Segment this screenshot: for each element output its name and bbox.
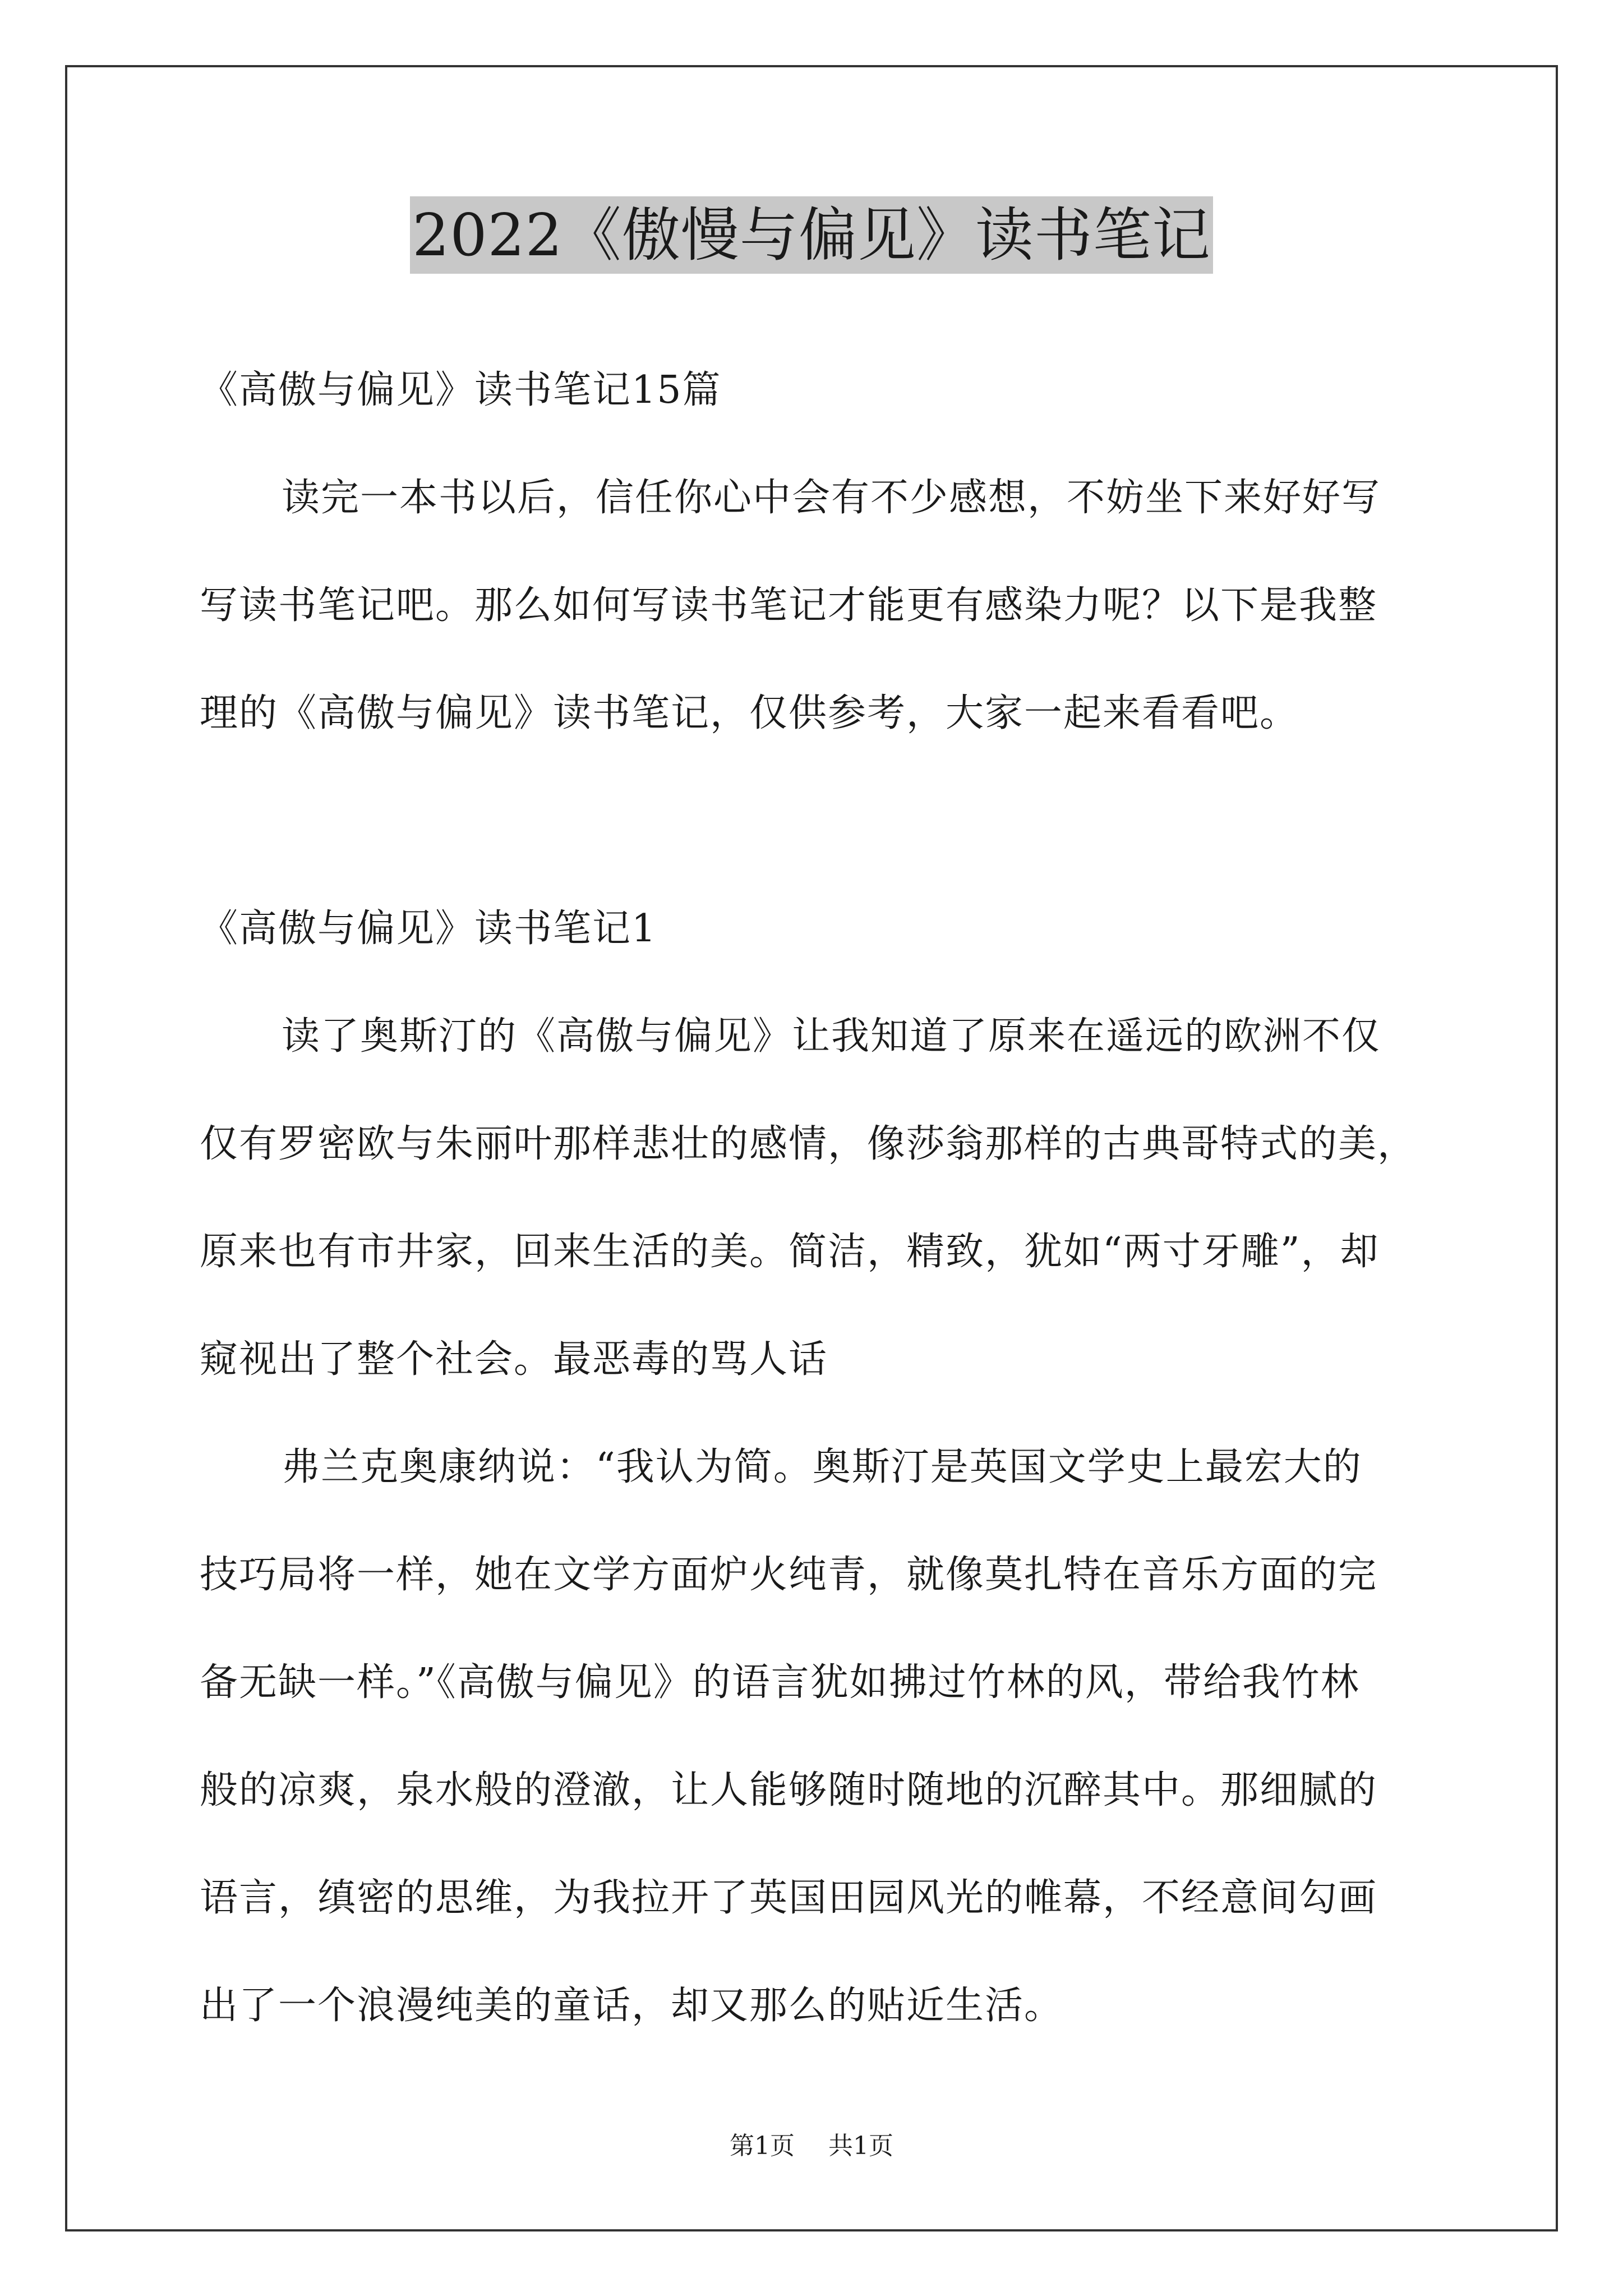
page-footer — [0, 2129, 1623, 2163]
spacer — [200, 767, 1433, 875]
intro-paragraph — [200, 444, 1433, 767]
section-heading: 《高傲与偏见》读书笔记1 — [200, 907, 657, 951]
document-subtitle: 《高傲与偏见》读书笔记15篇 — [200, 368, 722, 412]
intro-line: 理的《高傲与偏见》读书笔记，仅供参考，大家一起来看看吧。 — [200, 691, 1299, 735]
document-title: 2022《傲慢与偏见》读书笔记 — [410, 196, 1213, 274]
page-total: 共1页 — [828, 2132, 893, 2160]
paragraph-line: 窥视出了整个社会。最恶毒的骂人话 — [200, 1337, 828, 1382]
paragraph-line: 弗兰克奥康纳说：“我认为简。奥斯汀是英国文学史上最宏大的 — [282, 1445, 1362, 1489]
paragraph-line: 读了奥斯汀的《高傲与偏见》让我知道了原来在遥远的欧洲不仅 — [282, 1014, 1381, 1059]
paragraph-line: 般的凉爽，泉水般的澄澈，让人能够随时随地的沉醉其中。那细腻的 — [200, 1768, 1378, 1812]
paragraph-line: 语言，缜密的思维，为我拉开了英国田园风光的帷幕，不经意间勾画 — [200, 1876, 1378, 1920]
document-body — [200, 337, 1433, 2060]
intro-line: 写读书笔记吧。那么如何写读书笔记才能更有感染力呢？以下是我整 — [200, 583, 1378, 628]
paragraph-line: 备无缺一样。”《高傲与偏见》的语言犹如拂过竹林的风，带给我竹林 — [200, 1660, 1360, 1705]
paragraph-line: 出了一个浪漫纯美的童话，却又那么的贴近生活。 — [200, 1984, 1064, 2028]
page-number: 第1页 — [730, 2132, 795, 2160]
paragraph-line: 原来也有市井家，回来生活的美。简洁，精致，犹如“两寸牙雕”，却 — [200, 1230, 1380, 1274]
title-area — [0, 196, 1623, 274]
body-paragraph-2 — [200, 1414, 1433, 2060]
intro-line: 读完一本书以后，信任你心中会有不少感想，不妨坐下来好好写 — [282, 476, 1381, 520]
body-paragraph-1 — [200, 983, 1433, 1414]
paragraph-line: 技巧局将一样，她在文学方面炉火纯青，就像莫扎特在音乐方面的完 — [200, 1553, 1378, 1597]
paragraph-line: 仅有罗密欧与朱丽叶那样悲壮的感情，像莎翁那样的古典哥特式的美， — [200, 1122, 1417, 1166]
